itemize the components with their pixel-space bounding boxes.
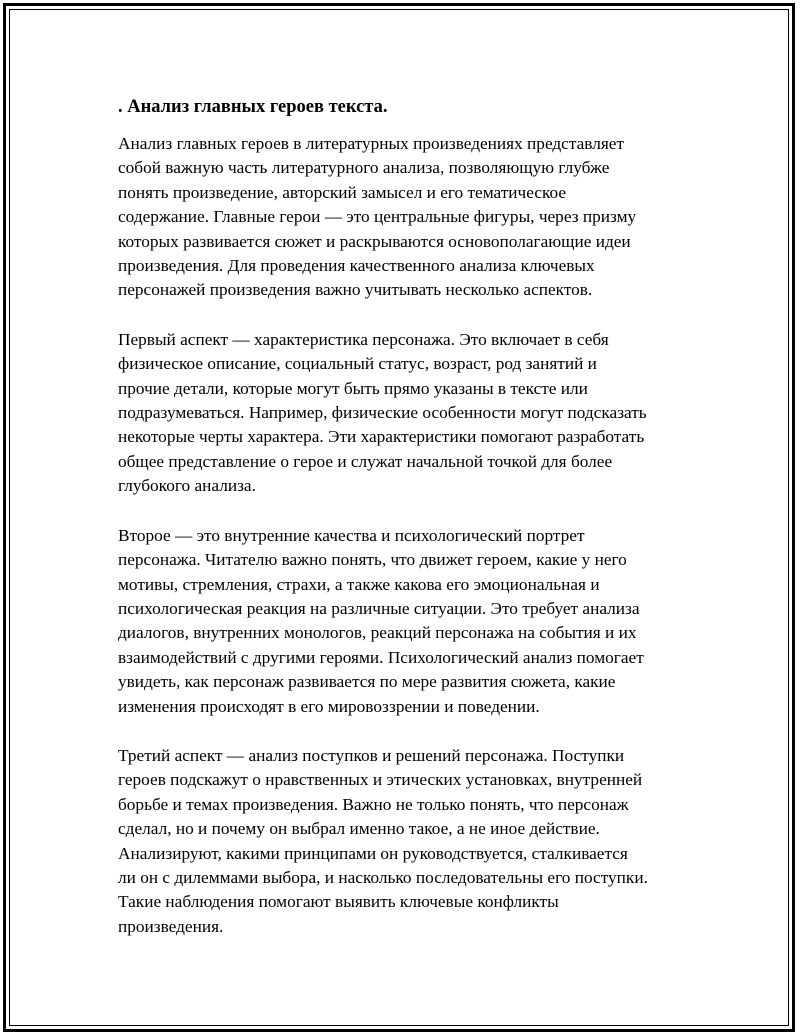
paragraph-2: Первый аспект — характеристика персонажа. Это включает в себя физическое описание, социальный статус, возраст, род занятий и прочие детали, которые могут быть прямо указаны в тексте или подразумеваться. Например, физические особенности могут подсказать некоторые черты характера. Эти характеристики помогают разработать общее представление о герое и служат начальной точкой для более глубокого анализа. <box>118 329 647 496</box>
paragraph-1: Анализ главных героев в литературных произведениях представляет собой важную часть литературного анализа, позволяющую глубже понять произведение, авторский замысел и его тематическое содержание. Главные герои — это центральные фигуры, через призму которых развивается сюжет и раскрываются основополагающие идеи произведения. Для проведения качественного анализа ключевых персонажей произведения важно учитывать несколько аспектов. <box>118 134 637 300</box>
section-heading: . Анализ главных героев текста. <box>118 97 388 117</box>
paragraph-3: Второе — это внутренние качества и психологический портрет персонажа. Читателю важно понять, что движет героем, какие у него мотивы, стремления, страхи, а также какова его эмоциональная и психологическая реакция на различные ситуации. Это требует анализа диалогов, внутренних монологов, реакций персонажа на события и их взаимодействий с другими героями. Психологический анализ помогает увидеть, как персонаж развивается по мере развития сюжета, какие изменения происходят в его мировоззрении и поведении. <box>118 525 644 716</box>
paragraph-4: Третий аспект — анализ поступков и решений персонажа. Поступки героев подскажут о нравственных и этических установках, внутренней борьбе и темах произведения. Важно не только понять, что персонаж сделал, но и почему он выбрал именно такое, а не иное действие. Анализируют, какими принципами он руководствуется, сталкивается ли он с дилеммами выбора, и насколько последовательны его поступки. Такие наблюдения помогают выявить ключевые конфликты произведения. <box>118 745 648 936</box>
document-body <box>118 94 698 939</box>
